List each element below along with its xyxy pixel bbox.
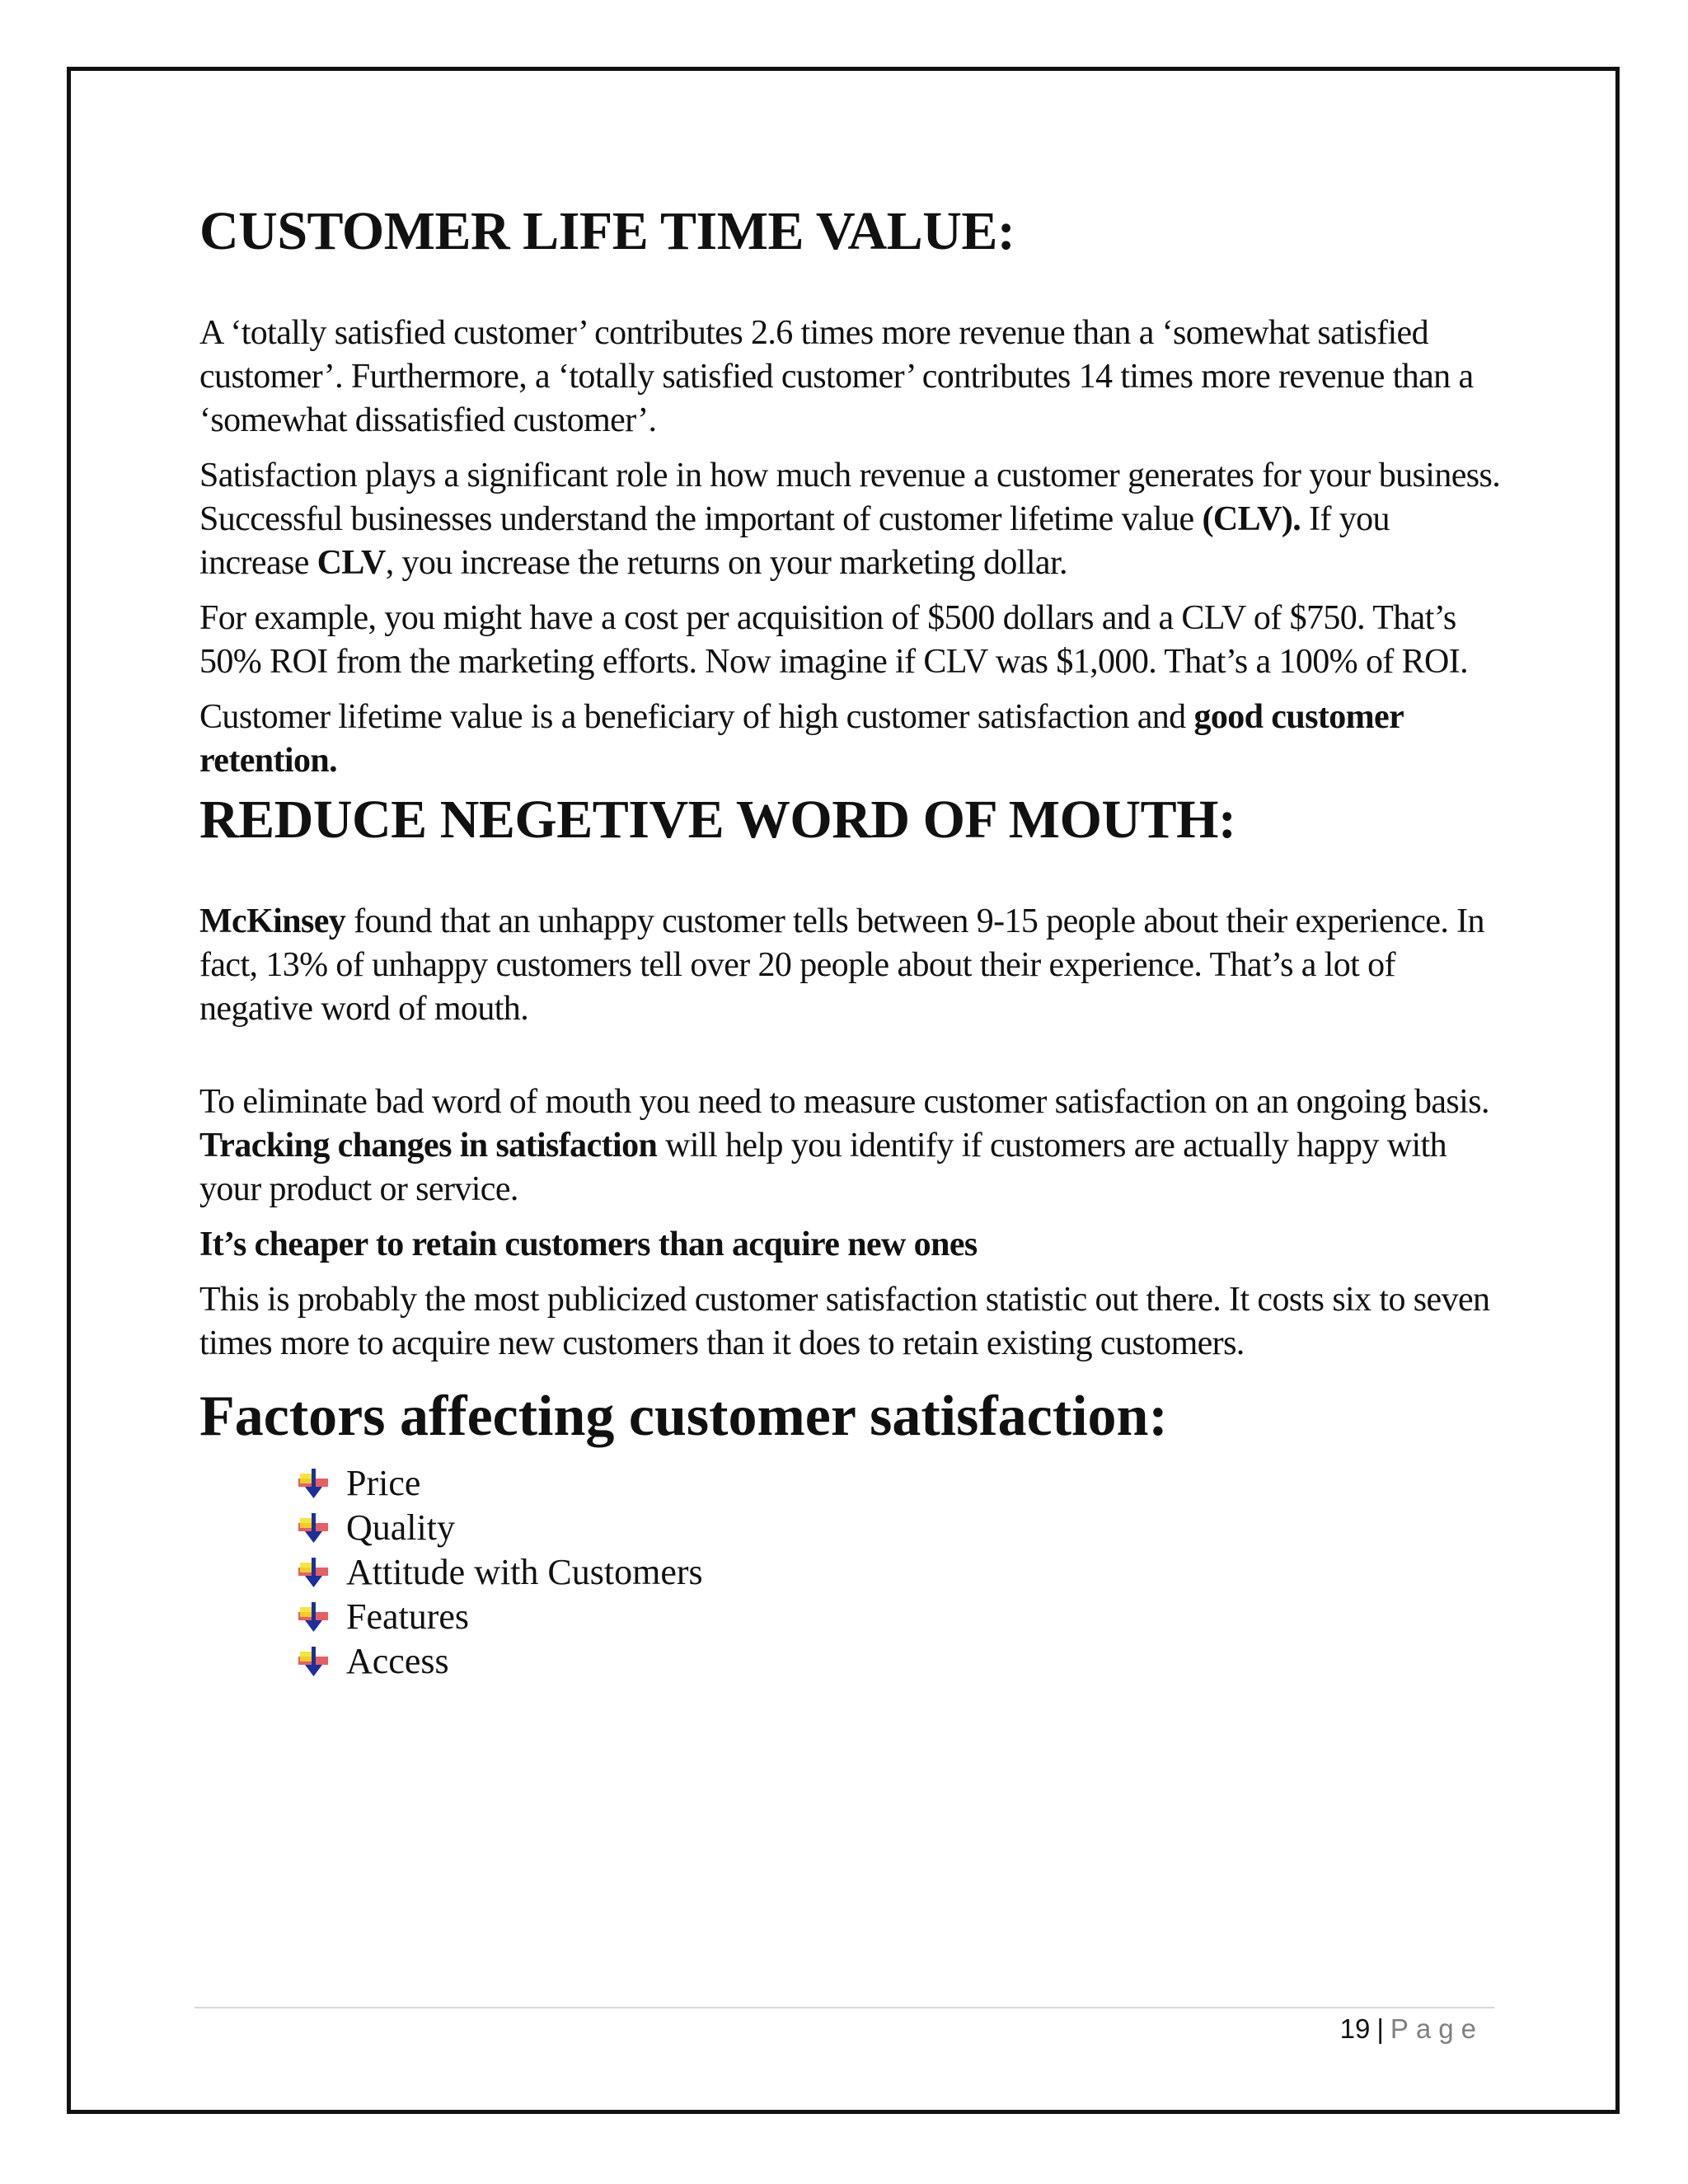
wom-p2-bold-a: Tracking changes in satisfaction bbox=[199, 1127, 658, 1165]
clv-paragraph-1: A ‘totally satisfied customer’ contributes 2.6 times more revenue than a ‘somewhat satisfied customer’. Furthermore, a ‘totally satisfied customer’ contributes 14 times more revenue than a ‘somewhat dissatisfied customer’. bbox=[199, 314, 1474, 439]
clv-paragraph-4 bbox=[199, 696, 1502, 783]
page-footer bbox=[1340, 2011, 1484, 2047]
list-item bbox=[297, 1595, 1502, 1639]
factor-label: Access bbox=[346, 1641, 449, 1681]
wom-p2-text-b: will help you identify if customers are actually happy with your product or service. bbox=[199, 1127, 1447, 1208]
clv-paragraph-3: For example, you might have a cost per acquisition of $500 dollars and a CLV of $750. That’s 50% ROI from the marketing efforts. Now imagine if CLV was $1,000. That’s a 100% of ROI. bbox=[199, 599, 1469, 681]
heading-customer-lifetime-value: CUSTOMER LIFE TIME VALUE: bbox=[199, 201, 1015, 261]
wom-p1-text-a: found that an unhappy customer tells between 9-15 people about their experience. In fact, 13% of unhappy customers tell over 20 people about their experience. That’s a lot of negative word of mouth. bbox=[199, 902, 1484, 1028]
wom-subheading: It’s cheaper to retain customers than acquire new ones bbox=[199, 1226, 978, 1263]
page-word: Page bbox=[1390, 2013, 1484, 2044]
clv-paragraph-2 bbox=[199, 454, 1502, 585]
page-number: 19 bbox=[1339, 2013, 1371, 2044]
clv-p2-bold-b: CLV bbox=[316, 544, 386, 582]
wom-p1-bold-a: McKinsey bbox=[199, 902, 346, 940]
factors-list bbox=[297, 1461, 1502, 1684]
clv-p2-text-a: Satisfaction plays a significant role in how much revenue a customer generates for your business. Successful businesses understand the important of customer lifetime value bbox=[199, 457, 1501, 538]
arrow-down-bullet-icon bbox=[297, 1467, 330, 1500]
footer-separator: | bbox=[1376, 2013, 1384, 2044]
list-item bbox=[297, 1550, 1502, 1595]
heading-factors-affecting-satisfaction: Factors affecting customer satisfaction: bbox=[199, 1385, 1168, 1448]
arrow-down-bullet-icon bbox=[297, 1511, 330, 1544]
clv-p2-bold-a: (CLV). bbox=[1202, 500, 1301, 538]
clv-p2-text-c: , you increase the returns on your marketing dollar. bbox=[385, 544, 1067, 582]
list-item bbox=[297, 1639, 1502, 1684]
arrow-down-bullet-icon bbox=[297, 1556, 330, 1589]
page-content bbox=[199, 188, 1502, 1684]
arrow-down-bullet-icon bbox=[297, 1645, 330, 1678]
factor-label: Price bbox=[346, 1463, 421, 1503]
factor-label: Features bbox=[346, 1596, 470, 1637]
arrow-down-bullet-icon bbox=[297, 1601, 330, 1633]
list-item bbox=[297, 1461, 1502, 1506]
factor-label: Quality bbox=[346, 1507, 455, 1548]
list-item bbox=[297, 1506, 1502, 1550]
wom-paragraph-3: This is probably the most publicized customer satisfaction statistic out there. It costs six to seven times more to acquire new customers than it does to retain existing customers. bbox=[199, 1281, 1490, 1362]
wom-paragraph-2 bbox=[199, 1080, 1502, 1212]
clv-p4-text-a: Customer lifetime value is a beneficiary of high customer satisfaction and bbox=[199, 698, 1194, 736]
footer-divider bbox=[195, 2007, 1494, 2008]
wom-p2-text-a: To eliminate bad word of mouth you need to measure customer satisfaction on an ongoing basis. bbox=[199, 1083, 1489, 1121]
wom-paragraph-1 bbox=[199, 900, 1502, 1031]
clv-p4-bold-a: good customer retention. bbox=[199, 698, 1404, 780]
factor-label: Attitude with Customers bbox=[346, 1552, 703, 1592]
clv-p2-text-b: If you increase bbox=[199, 500, 1390, 582]
heading-reduce-negative-word-of-mouth: REDUCE NEGETIVE WORD OF MOUTH: bbox=[199, 790, 1236, 850]
